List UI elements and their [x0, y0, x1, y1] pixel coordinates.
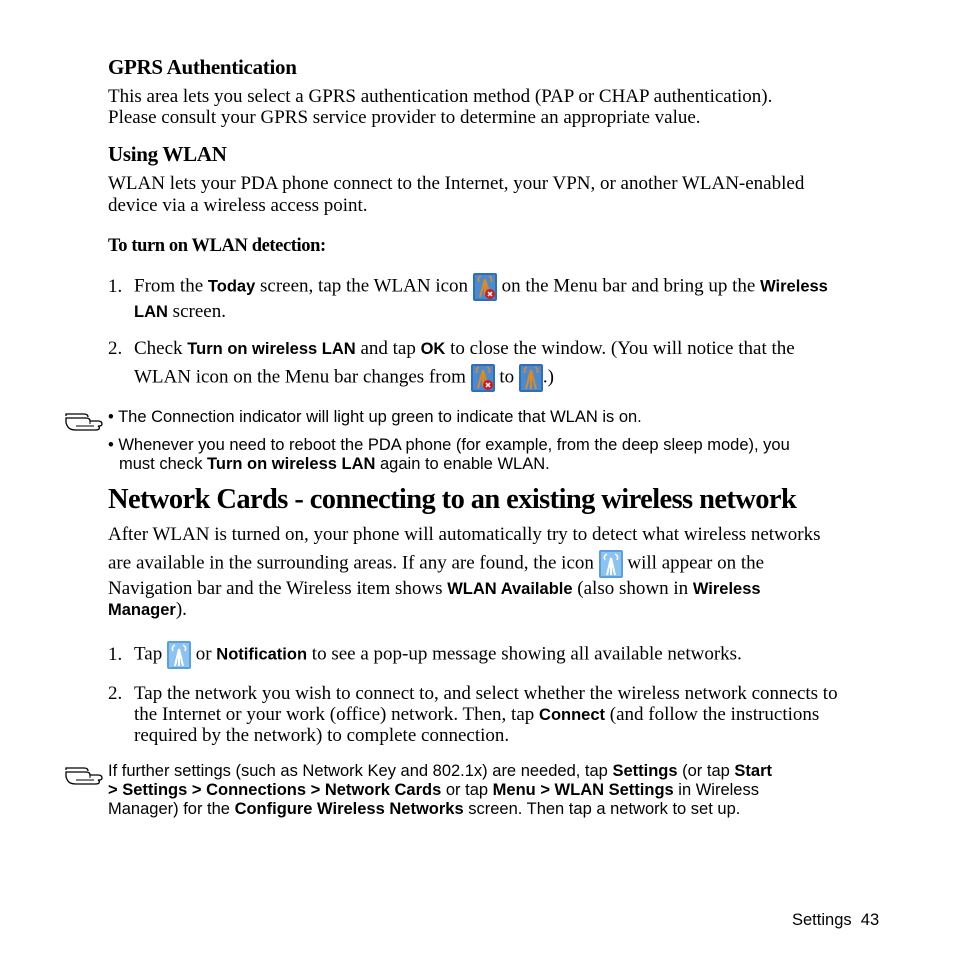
page-number: 43 — [860, 911, 880, 929]
network-note-line1: If further settings (such as Network Key and 802.1x) are needed, tap Settings (or tap Start — [108, 762, 772, 780]
wlan-off-icon — [473, 273, 497, 301]
wlan-text-line1: WLAN lets your PDA phone connect to the Internet, your VPN, or another WLAN-enabled — [108, 173, 805, 194]
wlan-available-icon — [599, 550, 623, 578]
network-text-line3: Navigation bar and the Wireless item shows WLAN Available (also shown in Wireless — [108, 578, 761, 599]
network-step1-line: Tap or Notification to see a pop-up message showing all available networks. — [134, 641, 742, 669]
wlan-note2-line2: must check Turn on wireless LAN again to enable WLAN. — [119, 455, 550, 473]
wlan-step2-line2: WLAN icon on the Menu bar changes from to .) — [134, 364, 554, 392]
wlan-step2-line1: Check Turn on wireless LAN and tap OK to close the window. (You will notice that the — [134, 338, 795, 359]
network-step2-number: 2. — [108, 683, 123, 704]
wlan-step1-line2: LAN screen. — [134, 301, 226, 322]
network-note-line2: > Settings > Connections > Network Cards or tap Menu > WLAN Settings in Wireless — [108, 781, 759, 799]
footer-section: Settings — [792, 911, 852, 929]
footer — [792, 911, 879, 930]
pointing-hand-icon — [64, 764, 104, 786]
wlan-on-icon — [519, 364, 543, 392]
network-text-line4: Manager). — [108, 599, 187, 620]
network-step1-number: 1. — [108, 644, 123, 665]
network-note-line3: Manager) for the Configure Wireless Networks screen. Then tap a network to set up. — [108, 800, 741, 818]
wlan-step1-line1: From the Today screen, tap the WLAN icon on the Menu bar and bring up the Wireless — [134, 273, 828, 301]
wlan-heading: Using WLAN — [108, 142, 227, 166]
network-heading: Network Cards - connecting to an existing wireless network — [108, 484, 797, 515]
wlan-available-icon — [167, 641, 191, 669]
gprs-text-line2: Please consult your GPRS service provider to determine an appropriate value. — [108, 107, 701, 128]
wlan-subheading: To turn on WLAN detection: — [108, 236, 326, 256]
wlan-text-line2: device via a wireless access point. — [108, 195, 368, 216]
pointing-hand-icon — [64, 410, 104, 432]
gprs-text-line1: This area lets you select a GPRS authentication method (PAP or CHAP authentication). — [108, 86, 773, 107]
network-text-line2: are available in the surrounding areas. If any are found, the icon will appear on the — [108, 550, 764, 578]
network-step2-line3: required by the network) to complete connection. — [134, 725, 510, 746]
network-step2-line1: Tap the network you wish to connect to, and select whether the wireless network connects to — [134, 683, 838, 704]
network-step2-line2: the Internet or your work (office) network. Then, tap Connect (and follow the instructions — [134, 704, 820, 725]
wlan-note2-line1: • Whenever you need to reboot the PDA phone (for example, from the deep sleep mode), you — [108, 436, 790, 454]
wlan-step2-number: 2. — [108, 338, 123, 359]
network-text-line1: After WLAN is turned on, your phone will automatically try to detect what wireless networks — [108, 524, 821, 545]
wlan-step1-number: 1. — [108, 276, 123, 297]
wlan-off-icon — [471, 364, 495, 392]
wlan-note1: • The Connection indicator will light up green to indicate that WLAN is on. — [108, 408, 642, 426]
gprs-heading: GPRS Authentication — [108, 55, 297, 79]
